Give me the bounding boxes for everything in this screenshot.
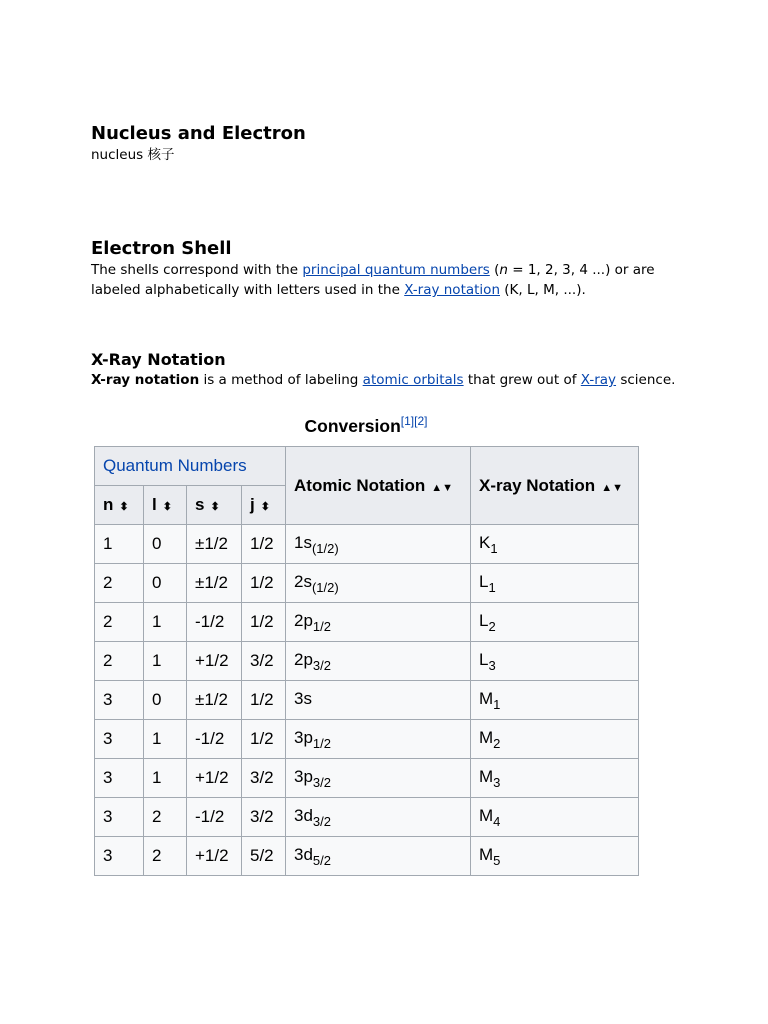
cell-j: 1/2: [242, 681, 286, 720]
cell-l: 0: [144, 525, 187, 564]
cell-l: 1: [144, 603, 187, 642]
xray-notation-header[interactable]: [471, 447, 639, 525]
cell-n: 2: [95, 564, 144, 603]
l-header[interactable]: [144, 486, 187, 525]
cell-n: 1: [95, 525, 144, 564]
cell-n: 2: [95, 642, 144, 681]
sort-icon[interactable]: ⬍: [119, 501, 129, 513]
atomic-base: 3p: [294, 766, 313, 786]
header-label: l: [152, 495, 157, 514]
header-label: Atomic Notation: [294, 475, 426, 495]
cell-s: +1/2: [187, 837, 242, 876]
reference-links[interactable]: [1][2]: [400, 414, 428, 428]
cell-j: 1/2: [242, 525, 286, 564]
section-title: Electron Shell: [91, 238, 232, 259]
cell-j: 1/2: [242, 564, 286, 603]
cell-l: 1: [144, 642, 187, 681]
cell-j: 1/2: [242, 720, 286, 759]
atomic-base: 2p: [294, 649, 313, 669]
cell-xray: [471, 837, 639, 876]
table-row: [95, 681, 639, 720]
cell-xray: [471, 681, 639, 720]
table-row: [95, 759, 639, 798]
sort-icon[interactable]: ▲▼: [601, 481, 623, 494]
cell-l: 1: [144, 720, 187, 759]
xray-sub: 1: [490, 540, 498, 556]
text: The shells correspond with the: [91, 262, 303, 278]
text: = 1, 2, 3, 4 ...) or are labeled alphabetically with letters used in the: [91, 262, 655, 298]
atomic-base: 1s: [294, 532, 312, 552]
cell-s: -1/2: [187, 798, 242, 837]
variable-n: n: [499, 262, 508, 278]
xray-base: L: [479, 571, 489, 591]
cell-atomic: [286, 759, 471, 798]
cell-n: 2: [95, 603, 144, 642]
cell-j: 3/2: [242, 642, 286, 681]
xray-base: M: [479, 805, 494, 825]
cell-j: 1/2: [242, 603, 286, 642]
link-x-ray[interactable]: X-ray: [580, 372, 617, 388]
j-header[interactable]: [242, 486, 286, 525]
cell-j: 3/2: [242, 759, 286, 798]
cell-j: 5/2: [242, 837, 286, 876]
section-electron-shell: [91, 238, 691, 300]
atomic-base: 3d: [294, 844, 313, 864]
atomic-sub: 5/2: [312, 852, 331, 868]
header-label: j: [250, 495, 255, 514]
cell-s: ±1/2: [187, 564, 242, 603]
cell-l: 1: [144, 759, 187, 798]
table-caption: [94, 414, 638, 437]
xray-base: M: [479, 727, 494, 747]
cell-xray: [471, 564, 639, 603]
cell-l: 2: [144, 798, 187, 837]
cell-s: +1/2: [187, 759, 242, 798]
xray-base: L: [479, 649, 489, 669]
cell-l: 0: [144, 564, 187, 603]
cell-xray: [471, 525, 639, 564]
atomic-sub: 3/2: [312, 657, 331, 673]
text: is a method of labeling: [199, 372, 363, 388]
cell-n: 3: [95, 720, 144, 759]
cell-s: -1/2: [187, 603, 242, 642]
xray-sub: 2: [488, 618, 496, 634]
cell-atomic: [286, 525, 471, 564]
n-header[interactable]: [95, 486, 144, 525]
cell-xray: [471, 798, 639, 837]
section-title: Nucleus and Electron: [91, 123, 306, 144]
xray-base: L: [479, 610, 489, 630]
atomic-sub: 1/2: [312, 735, 331, 751]
table-row: [95, 603, 639, 642]
quantum-numbers-header: Quantum Numbers: [95, 447, 286, 486]
link-atomic-orbitals[interactable]: atomic orbitals: [362, 372, 464, 388]
table-row: [95, 564, 639, 603]
xray-base: M: [479, 844, 494, 864]
cell-n: 3: [95, 837, 144, 876]
cell-n: 3: [95, 798, 144, 837]
cell-s: ±1/2: [187, 681, 242, 720]
xray-sub: 5: [493, 852, 501, 868]
atomic-sub: (1/2): [311, 579, 339, 595]
table-row: [95, 642, 639, 681]
text: that grew out of: [463, 372, 581, 388]
atomic-base: 3s: [294, 688, 312, 708]
s-header[interactable]: [187, 486, 242, 525]
cell-xray: [471, 642, 639, 681]
xray-sub: 1: [488, 579, 496, 595]
atomic-base: 3d: [294, 805, 313, 825]
section-title: X-Ray Notation: [91, 350, 226, 369]
header-label: n: [103, 495, 114, 514]
table-row: [95, 525, 639, 564]
section-paragraph: [91, 260, 691, 300]
section-text: nucleus 核子: [91, 147, 175, 163]
cell-s: +1/2: [187, 642, 242, 681]
header-label: X-ray Notation: [479, 475, 596, 495]
text: science.: [616, 372, 676, 388]
xray-sub: 3: [488, 657, 496, 673]
cell-atomic: [286, 603, 471, 642]
cell-l: 2: [144, 837, 187, 876]
xray-sub: 1: [493, 696, 501, 712]
xray-sub: 2: [493, 735, 501, 751]
cell-atomic: [286, 681, 471, 720]
cell-l: 0: [144, 681, 187, 720]
cell-xray: [471, 603, 639, 642]
table-row: [95, 837, 639, 876]
header-label: s: [195, 495, 205, 514]
link-x-ray-notation[interactable]: X-ray notation: [404, 282, 500, 298]
xray-sub: 4: [493, 813, 501, 829]
sort-icon[interactable]: ▲▼: [431, 481, 454, 494]
xray-base: M: [479, 688, 494, 708]
table-row: [95, 798, 639, 837]
link-principal-quantum-numbers[interactable]: principal quantum numbers: [302, 262, 490, 278]
atomic-sub: 3/2: [312, 774, 331, 790]
xray-base: M: [479, 766, 494, 786]
cell-s: -1/2: [187, 720, 242, 759]
text: (K, L, M, ...).: [500, 282, 586, 298]
sort-icon[interactable]: ⬍: [260, 501, 270, 513]
table-row: [95, 720, 639, 759]
cell-s: ±1/2: [187, 525, 242, 564]
cell-j: 3/2: [242, 798, 286, 837]
xray-sub: 3: [493, 774, 501, 790]
cell-atomic: [286, 720, 471, 759]
section-nucleus-electron: [91, 123, 691, 165]
cell-n: 3: [95, 759, 144, 798]
cell-n: 3: [95, 681, 144, 720]
cell-atomic: [286, 642, 471, 681]
section-x-ray-notation: [91, 350, 691, 390]
atomic-sub: 1/2: [312, 618, 331, 634]
cell-xray: [471, 759, 639, 798]
cell-atomic: [286, 564, 471, 603]
atomic-sub: 3/2: [312, 813, 331, 829]
atomic-sub: (1/2): [311, 540, 339, 556]
atomic-base: 2p: [294, 610, 313, 630]
cell-xray: [471, 720, 639, 759]
conversion-table: [94, 446, 639, 876]
xray-base: K: [479, 532, 491, 552]
bold-term: X-ray notation: [91, 372, 200, 388]
caption-text: Conversion: [304, 415, 401, 436]
cell-atomic: [286, 798, 471, 837]
atomic-base: 3p: [294, 727, 313, 747]
cell-atomic: [286, 837, 471, 876]
section-paragraph: [91, 370, 691, 390]
sort-icon[interactable]: ⬍: [210, 501, 220, 513]
atomic-base: 2s: [294, 571, 312, 591]
text: (: [489, 262, 500, 278]
sort-icon[interactable]: ⬍: [162, 501, 172, 513]
atomic-notation-header[interactable]: [286, 447, 471, 525]
